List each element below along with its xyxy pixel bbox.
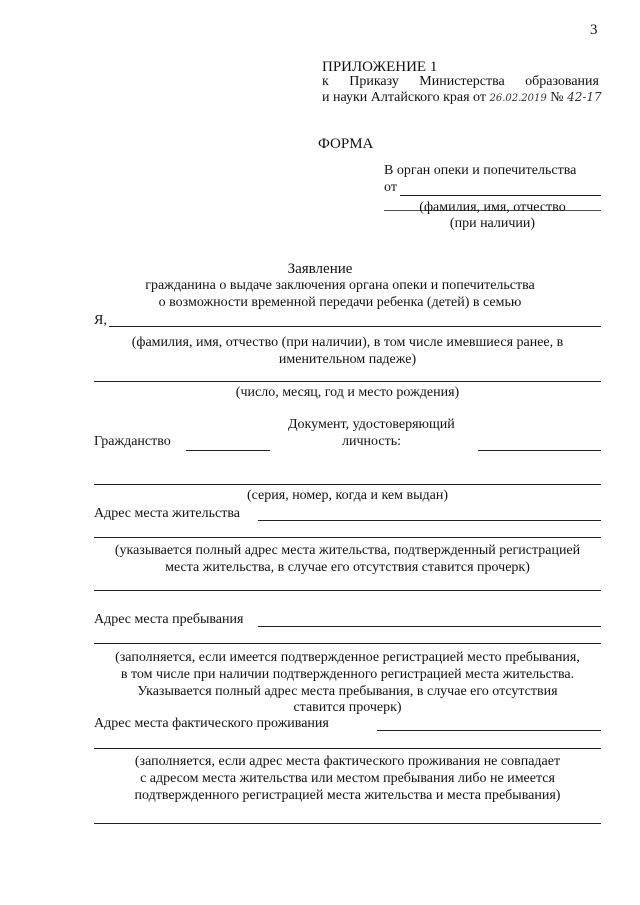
stay-hint-3: Указывается полный адрес места пребывания, в случае его отсутствия [137, 684, 558, 699]
addressee-to: В орган опеки и попечительства [384, 163, 577, 178]
birth-line[interactable] [94, 381, 601, 382]
handwritten-date: 26.02.2019 [489, 93, 547, 104]
stay-line-2[interactable] [94, 643, 601, 644]
residence-line-2[interactable] [94, 537, 601, 538]
residence-hint-2: места жительства, в случае его отсутствия ставится прочерк) [165, 560, 530, 575]
i-label: Я, [94, 313, 107, 328]
residence-label: Адрес места жительства [94, 506, 240, 521]
birth-hint: (число, месяц, год и место рождения) [235, 385, 460, 400]
citizenship-line[interactable] [186, 450, 270, 451]
citizenship-label: Гражданство [94, 434, 171, 449]
actual-label: Адрес места фактического проживания [94, 716, 329, 731]
addressee-hint-1: (фамилия, имя, отчество [419, 200, 566, 215]
fio-hint-1: (фамилия, имя, отчество (при наличии), в том числе имевшиеся ранее, в [131, 335, 564, 350]
id-doc-label-2: личность: [342, 434, 401, 449]
id-doc-short-line[interactable] [478, 450, 601, 451]
residence-line[interactable] [258, 520, 601, 521]
statement-title: Заявление [287, 261, 353, 277]
actual-line-2[interactable] [94, 748, 601, 749]
stay-hint-2: в том числе при наличии подтвержденного регистрацией места жительства. [120, 667, 575, 682]
stay-hint-4: ставится прочерк) [293, 700, 402, 715]
appendix-line-1: к Приказу Министерства образования [322, 74, 599, 89]
actual-hint-3: подтвержденного регистрацией места жительства и места пребывания) [134, 788, 561, 803]
residence-line-3[interactable] [94, 590, 601, 591]
actual-hint-1: (заполняется, если адрес места фактического проживания не совпадает [134, 754, 561, 769]
statement-subtitle-1: гражданина о выдаче заключения органа опеки и попечительства [145, 278, 535, 293]
addressee-hint-2: (при наличии) [449, 216, 536, 231]
stay-line[interactable] [258, 626, 601, 627]
form-label: ФОРМА [318, 136, 374, 152]
appendix-line-2-text: и науки Алтайского края от [322, 90, 486, 105]
actual-line-3[interactable] [94, 823, 601, 824]
appendix-title: ПРИЛОЖЕНИЕ 1 [322, 59, 438, 75]
actual-hint-2: с адресом места жительства или местом пребывания либо не имеется [140, 771, 555, 786]
actual-line[interactable] [377, 730, 601, 731]
stay-label: Адрес места пребывания [94, 612, 244, 627]
id-doc-hint: (серия, номер, когда и кем выдан) [247, 488, 448, 503]
addressee-from-line[interactable] [400, 195, 601, 196]
statement-subtitle-2: о возможности временной передачи ребенка (детей) в семью [158, 295, 522, 310]
page-number: 3 [590, 22, 598, 38]
handwritten-number: 42-17 [567, 90, 602, 104]
fio-hint-2: именительном падеже) [278, 352, 417, 367]
stay-hint-1: (заполняется, если имеется подтвержденное регистрацией место пребывания, [115, 650, 580, 665]
fio-line[interactable] [109, 326, 601, 327]
addressee-from: от [384, 180, 397, 195]
id-doc-line[interactable] [94, 484, 601, 485]
number-sign: № [550, 90, 564, 105]
id-doc-label-1: Документ, удостоверяющий [288, 417, 455, 432]
appendix-line-2 [322, 89, 602, 107]
residence-hint-1: (указывается полный адрес места жительства, подтвержденный регистрацией [114, 543, 581, 558]
